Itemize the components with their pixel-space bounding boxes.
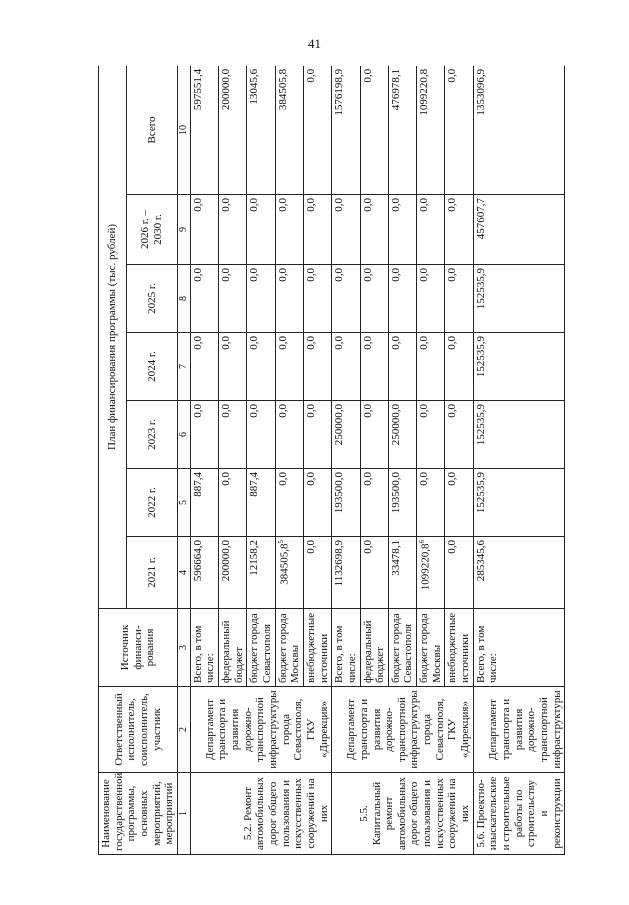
year-value — [360, 469, 388, 537]
year-value — [360, 333, 388, 401]
funding-source: Всего, в том числе: — [473, 609, 564, 687]
total-value — [219, 66, 247, 195]
executor: Департамент транспорта и развития дорожно-транспортной инфраструктуры — [473, 687, 564, 773]
value-text: 0,0 — [446, 540, 459, 554]
col-number: 8 — [177, 265, 190, 333]
value-text: 1132698,9 — [333, 540, 346, 587]
year-value — [219, 537, 247, 609]
total-value — [388, 66, 416, 195]
value-text: 200000,0 — [220, 68, 233, 111]
year-value — [275, 469, 303, 537]
value-text: 0,0 — [446, 472, 459, 486]
total-value — [247, 66, 275, 195]
year-value — [303, 469, 331, 537]
year-value — [332, 401, 360, 469]
financing-plan-table — [98, 66, 565, 855]
value-text: 0,0 — [191, 198, 204, 212]
footnote-mark: 5 — [276, 540, 285, 544]
year-value — [303, 333, 331, 401]
funding-source: Всего, в том числе: — [190, 609, 218, 687]
value-text: 200000,0 — [220, 540, 233, 582]
funding-source: федеральный бюджет — [360, 609, 388, 687]
value-text: 33478,1 — [389, 540, 402, 576]
value-text: 1099220,8 — [418, 68, 431, 116]
total-value — [360, 66, 388, 195]
year-value — [303, 195, 331, 265]
header-total: Всего — [127, 66, 178, 195]
value-text: 152535,9 — [474, 268, 487, 310]
year-value — [247, 195, 275, 265]
value-text: 13045,6 — [248, 68, 261, 105]
col-number: 9 — [177, 195, 190, 265]
value-text: 0,0 — [361, 68, 374, 83]
year-value — [247, 469, 275, 537]
header-source: Источник финанси-рования — [99, 609, 178, 687]
value-text: 0,0 — [389, 268, 402, 282]
value-text: 193500,0 — [333, 472, 346, 514]
year-value — [190, 469, 218, 537]
year-value — [445, 401, 473, 469]
table-body — [190, 66, 564, 855]
year-value — [473, 537, 564, 609]
year-value — [473, 333, 564, 401]
value-text: 0,0 — [361, 268, 374, 282]
value-text: 0,0 — [304, 472, 317, 486]
total-value — [445, 66, 473, 195]
value-text: 0,0 — [446, 198, 459, 212]
year-value — [275, 333, 303, 401]
header-year: 2022 г. — [127, 469, 178, 537]
value-text: 1353096,9 — [474, 68, 487, 116]
year-value — [190, 537, 218, 609]
value-text: 250000,0 — [333, 404, 346, 446]
value-text: 384505,8 — [278, 543, 291, 585]
year-value — [247, 401, 275, 469]
year-value — [388, 265, 416, 333]
value-text: 887,4 — [248, 472, 261, 497]
value-text: 0,0 — [304, 198, 317, 212]
col-number: 3 — [177, 609, 190, 687]
table-row — [190, 66, 218, 855]
year-value — [473, 195, 564, 265]
value-text: 0,0 — [418, 198, 431, 212]
year-value — [445, 537, 473, 609]
value-text: 0,0 — [276, 472, 289, 486]
value-text: 0,0 — [418, 404, 431, 418]
value-text: 0,0 — [333, 198, 346, 212]
year-value — [417, 469, 445, 537]
year-value — [332, 195, 360, 265]
total-value — [190, 66, 218, 195]
year-value — [190, 401, 218, 469]
value-text: 0,0 — [361, 472, 374, 486]
year-value — [417, 401, 445, 469]
year-value — [360, 537, 388, 609]
value-text: 285345,6 — [474, 540, 487, 582]
measure-name: 5.6. Проектно-изыскательские и строительные работы по строительству и реконструкции — [473, 773, 564, 855]
funding-source: бюджет города Севастополя — [247, 609, 275, 687]
header-executor: Ответственный исполнитель, соисполнитель, участник — [99, 687, 178, 773]
funding-source: бюджет города Севастополя — [388, 609, 416, 687]
col-number: 2 — [177, 687, 190, 773]
funding-source: Всего, в том числе: — [332, 609, 360, 687]
value-text: 0,0 — [304, 540, 317, 554]
year-value — [417, 265, 445, 333]
year-value — [219, 469, 247, 537]
value-text: 0,0 — [361, 540, 374, 554]
year-value — [303, 401, 331, 469]
value-text: 250000,0 — [389, 404, 402, 446]
value-text: 193500,0 — [389, 472, 402, 514]
funding-source: бюджет города Москвы — [275, 609, 303, 687]
value-text: 0,0 — [220, 404, 233, 418]
value-text: 887,4 — [191, 472, 204, 497]
value-text: 0,0 — [276, 336, 289, 350]
year-value — [332, 265, 360, 333]
year-value — [332, 537, 360, 609]
header-year: 2021 г. — [127, 537, 178, 609]
value-text: 0,0 — [361, 336, 374, 350]
header-plan: План финансирования программы (тыс. рублей) — [99, 66, 127, 609]
header-year: 2026 г. – 2030 г. — [127, 195, 178, 265]
value-text: 0,0 — [446, 336, 459, 350]
value-text: 0,0 — [191, 336, 204, 350]
year-value — [445, 195, 473, 265]
value-text: 0,0 — [304, 336, 317, 350]
value-text: 152535,9 — [474, 336, 487, 378]
year-value — [303, 537, 331, 609]
year-value — [417, 537, 445, 609]
year-value — [360, 265, 388, 333]
year-value — [190, 265, 218, 333]
value-text: 12158,2 — [248, 540, 261, 576]
footnote-mark: 6 — [418, 540, 427, 544]
value-text: 0,0 — [276, 198, 289, 212]
value-text: 1099220,8 — [419, 543, 432, 591]
total-value — [473, 66, 564, 195]
value-text: 0,0 — [220, 336, 233, 350]
funding-source: федеральный бюджет — [219, 609, 247, 687]
value-text: 0,0 — [446, 68, 459, 83]
year-value — [473, 401, 564, 469]
year-value — [445, 265, 473, 333]
value-text: 597551,4 — [191, 68, 204, 111]
year-value — [388, 195, 416, 265]
year-value — [332, 469, 360, 537]
year-value — [445, 333, 473, 401]
value-text: 0,0 — [389, 336, 402, 350]
year-value — [247, 537, 275, 609]
value-text: 1576198,9 — [333, 68, 346, 116]
col-number: 5 — [177, 469, 190, 537]
value-text: 0,0 — [446, 404, 459, 418]
year-value — [388, 333, 416, 401]
value-text: 0,0 — [418, 268, 431, 282]
value-text: 0,0 — [276, 404, 289, 418]
year-value — [275, 537, 303, 609]
col-number: 7 — [177, 333, 190, 401]
col-number: 4 — [177, 537, 190, 609]
page-number: 41 — [308, 36, 321, 51]
year-value — [219, 265, 247, 333]
value-text: 152535,9 — [474, 404, 487, 446]
value-text: 457607,7 — [474, 198, 487, 240]
year-value — [219, 195, 247, 265]
value-text: 0,0 — [304, 268, 317, 282]
value-text: 0,0 — [248, 404, 261, 418]
year-value — [473, 469, 564, 537]
funding-source: внебюджетные источники — [445, 609, 473, 687]
rotated-page-area — [98, 66, 608, 855]
value-text: 0,0 — [191, 268, 204, 282]
year-value — [275, 401, 303, 469]
year-value — [360, 195, 388, 265]
year-value — [417, 333, 445, 401]
value-text: 596664,0 — [191, 540, 204, 582]
year-value — [332, 333, 360, 401]
year-value — [445, 469, 473, 537]
value-text: 0,0 — [333, 336, 346, 350]
value-text: 0,0 — [276, 268, 289, 282]
value-text: 0,0 — [248, 198, 261, 212]
measure-name: 5.2. Ремонт автомобильных дорог общего пользования и искусственных сооружений на них — [190, 773, 331, 855]
year-value — [388, 469, 416, 537]
year-value — [190, 333, 218, 401]
funding-source: внебюджетные источники — [303, 609, 331, 687]
value-text: 0,0 — [220, 268, 233, 282]
year-value — [247, 333, 275, 401]
year-value — [417, 195, 445, 265]
header-year: 2024 г. — [127, 333, 178, 401]
value-text: 476978,1 — [389, 68, 402, 111]
value-text: 0,0 — [304, 68, 317, 83]
value-text: 0,0 — [418, 336, 431, 350]
year-value — [473, 265, 564, 333]
year-value — [219, 333, 247, 401]
header-year: 2025 г. — [127, 265, 178, 333]
value-text: 0,0 — [361, 404, 374, 418]
total-value — [417, 66, 445, 195]
year-value — [388, 401, 416, 469]
table-row — [332, 66, 360, 855]
value-text: 0,0 — [446, 268, 459, 282]
value-text: 0,0 — [248, 268, 261, 282]
table-row — [473, 66, 564, 855]
value-text: 0,0 — [248, 336, 261, 350]
measure-name: 5.5. Капитальный ремонт автомобильных дорог общего пользования и искусственных сооружений на них — [332, 773, 473, 855]
header-year: 2023 г. — [127, 401, 178, 469]
value-text: 0,0 — [220, 198, 233, 212]
col-number: 1 — [177, 773, 190, 855]
year-value — [275, 265, 303, 333]
executor: Департамент транспорта и развития дорожно-транспортной инфраструктуры города Севастополя, ГКУ «Дирекция» — [190, 687, 331, 773]
year-value — [303, 265, 331, 333]
value-text: 0,0 — [418, 472, 431, 486]
value-text: 0,0 — [191, 404, 204, 418]
year-value — [219, 401, 247, 469]
total-value — [332, 66, 360, 195]
executor: Департамент транспорта и развития дорожно-транспортной инфраструктуры города Севастополя, ГКУ «Дирекция» — [332, 687, 473, 773]
value-text: 0,0 — [333, 268, 346, 282]
col-number: 6 — [177, 401, 190, 469]
funding-source: бюджет города Москвы — [417, 609, 445, 687]
rotated-table-container — [98, 66, 608, 855]
col-number: 10 — [177, 66, 190, 195]
year-value — [247, 265, 275, 333]
value-text: 0,0 — [389, 198, 402, 212]
year-value — [360, 401, 388, 469]
year-value — [388, 537, 416, 609]
value-text: 0,0 — [220, 472, 233, 486]
value-text: 0,0 — [304, 404, 317, 418]
year-value — [275, 195, 303, 265]
value-text: 0,0 — [361, 198, 374, 212]
total-value — [303, 66, 331, 195]
total-value — [275, 66, 303, 195]
table-header — [99, 66, 191, 855]
value-text: 384505,8 — [276, 68, 289, 111]
header-name: Наименование государственной программы, основных мероприятий, мероприятий — [99, 773, 178, 855]
year-value — [190, 195, 218, 265]
value-text: 152535,9 — [474, 472, 487, 514]
